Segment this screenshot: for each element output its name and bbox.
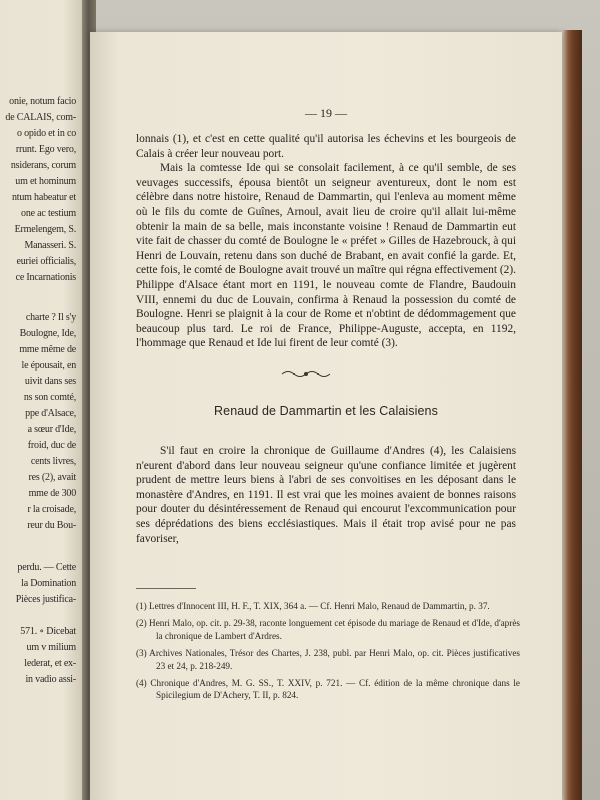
left-page-line: rrunt. Ego vero, xyxy=(15,144,76,155)
left-page-line: uivit dans ses xyxy=(24,376,76,387)
paragraph: lonnais (1), et c'est en cette qualité qu'il autorisa les échevins et les bourgeois de Calais à créer leur nouveau port. xyxy=(136,133,516,160)
left-page-line: froid, duc de xyxy=(27,440,76,451)
left-page-line: 571. ∘ Dicebat xyxy=(20,626,76,637)
left-page-line: one ac testium xyxy=(21,208,76,219)
paragraph: S'il faut en croire la chronique de Guillaume d'Andres (4), les Calaisiens n'eurent d'abord dans leur nouveau seigneur qu'une confiance limitée et jugèrent prudent de mettre leurs biens à l'abri de ses convoitises en les déposant dans le monastère d'Andres, en 1191. Il est vrai que les moines avaient de bonnes raisons pour douter du désintéressement de Renaud qui encourut l'excommunication pour ses déprédations des biens ecclésiastiques. Mais il était trop avisé pour ne pas favoriser, xyxy=(136,445,516,545)
left-page-line: onie, notum facio xyxy=(9,96,76,107)
left-page-line: perdu. — Cette xyxy=(17,562,76,573)
left-page-line: um et hominum xyxy=(15,176,76,187)
left-page-line: mme de 300 xyxy=(28,488,76,499)
footnote: (1) Lettres d'Innocent III, H. F., T. XIX, 364 a. — Cf. Henri Malo, Renaud de Dammartin, p. 37. xyxy=(136,601,490,611)
left-page-line: mme même de xyxy=(19,344,76,355)
left-page-line: ns son comté, xyxy=(23,392,76,403)
left-page-line: a sœur d'Ide, xyxy=(27,424,76,435)
page-number: — 19 — xyxy=(305,106,347,120)
footnote: (4) Chronique d'Andres, M. G. SS., T. XXIV, p. 721. — Cf. édition de la même chronique dans le Spicilegium de D'Achery, T. II, p. 824. xyxy=(136,678,520,701)
left-page-line: Ermelengem, S. xyxy=(14,224,76,235)
left-page-line: le épousait, en xyxy=(21,360,76,371)
left-page-line: charte ? Il s'y xyxy=(25,312,76,323)
section-title: Renaud de Dammartin et les Calaisiens xyxy=(214,404,438,418)
body-text-bottom xyxy=(136,444,516,546)
footnote: (3) Archives Nationales, Trésor des Chartes, J. 238, publ. par Henri Malo, op. cit. Pièces justificatives 23 et 24, p. 218-249. xyxy=(136,648,520,671)
body-text-top xyxy=(136,132,516,351)
left-page-line: lederat, et ex- xyxy=(24,658,76,669)
footnote-divider xyxy=(136,588,196,589)
left-page-line: nsiderans, corum xyxy=(10,160,76,171)
right-page xyxy=(90,32,562,800)
paragraph: Mais la comtesse Ide qui se consolait facilement, à ce qu'il semble, de ses veuvages successifs, épousa bientôt un seigneur aventureux, dont le nom est célèbre dans notre histoire, Renaud de Dammartin, qui l'enleva au moment même où le fils du comte de Guînes, Arnoul, avait lieu de croire qu'il allait lui-même obtenir la main de sa belle, mais inconstante voisine ! Renaud de Dammartin eut vite fait de chasser du comté de Boulogne le « préfet » Gilles de Hazebrouck, à qui Henri de Louvain, retenu dans son duché de Brabant, en avait confié la garde. Et, cette fois, le comté de Boulogne avait trouvé un maître qui régna effectivement (2). Philippe d'Alsace étant mort en 1191, le nouveau comte de Flandre, Baudouin VIII, ennemi du duc de Louvain, confirma à Renaud la possession du comté de Boulogne. Henri se plaignit à la cour de Rome et n'obtint de dédommagement que beaucoup plus tard. Le roi de France, Philippe-Auguste, accepta, en 1192, l'hommage que Renaud et Ide lui firent de leur comté (3). xyxy=(136,162,516,350)
left-page-line: euriei officialis, xyxy=(16,256,76,267)
book-edge xyxy=(562,30,582,800)
left-page-line: res (2), avait xyxy=(28,472,76,483)
left-page-line: um v milium xyxy=(26,642,76,653)
left-page-line: la Domination xyxy=(21,578,76,589)
ornament-icon xyxy=(280,368,332,380)
footnotes xyxy=(136,600,520,707)
left-page-line: ppe d'Alsace, xyxy=(25,408,76,419)
left-page-line: r la croisade, xyxy=(27,504,76,515)
left-page-line: ce Incarnationis xyxy=(15,272,76,283)
left-page-line: in vadio assi- xyxy=(25,674,76,685)
left-page-line: de CALAIS, com- xyxy=(5,112,76,123)
left-page-line: Manasseri. S. xyxy=(24,240,76,251)
footnote: (2) Henri Malo, op. cit. p. 29-38, raconte longuement cet épisode du mariage de Renaud et d'Ide, d'après la chronique de Lambert d'Ardres. xyxy=(136,618,520,641)
left-page-line: reur du Bou- xyxy=(27,520,76,531)
left-page-line: Pièces justifica- xyxy=(15,594,76,605)
left-page-line: o opido et in co xyxy=(16,128,76,139)
left-page-line: cents livres, xyxy=(30,456,76,467)
left-page xyxy=(0,0,90,800)
left-page-line: ntum habeatur et xyxy=(12,192,76,203)
left-page-line: Boulogne, Ide, xyxy=(19,328,76,339)
